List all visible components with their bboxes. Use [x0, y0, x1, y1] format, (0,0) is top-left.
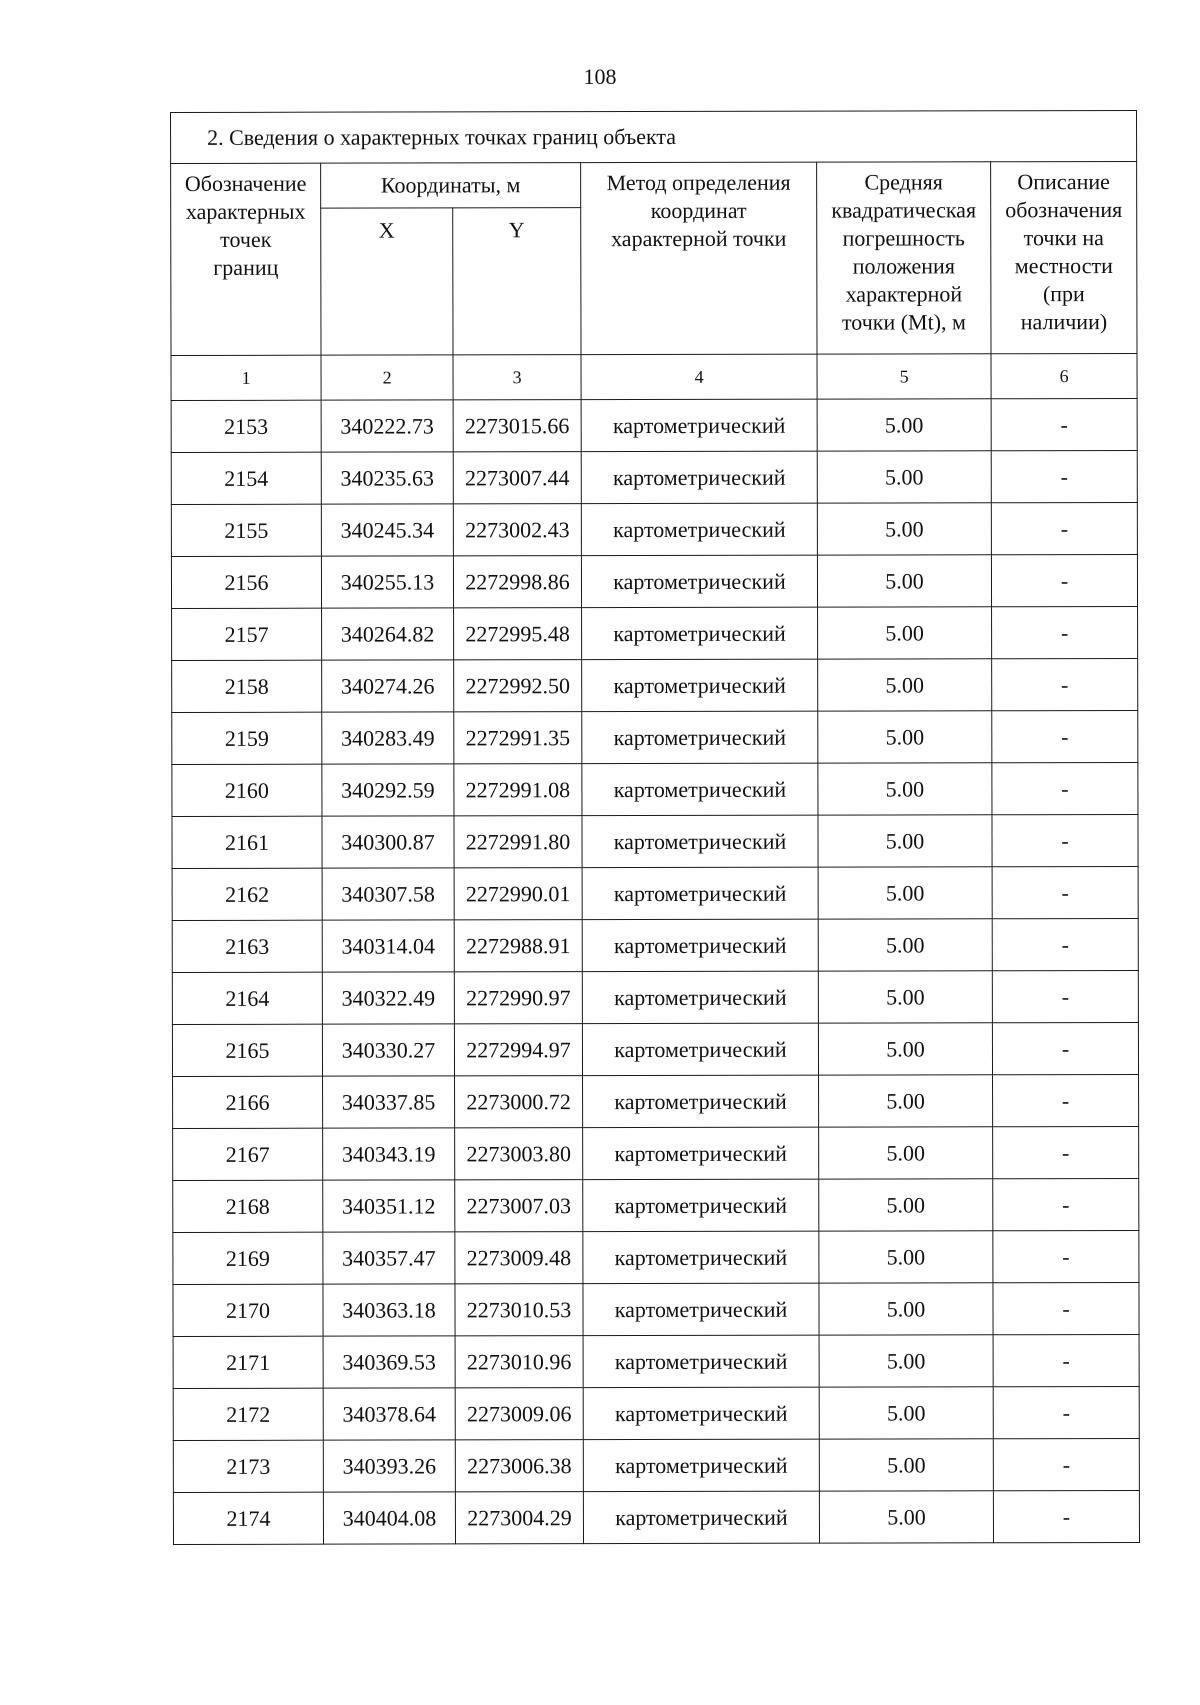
description-cell: - — [993, 1178, 1139, 1230]
x-coordinate-cell: 340351.12 — [323, 1180, 455, 1232]
y-coordinate-cell: 2272998.86 — [453, 556, 581, 608]
x-coordinate-cell: 340314.04 — [322, 920, 454, 972]
error-cell: 5.00 — [819, 1075, 993, 1127]
point-id-cell: 2172 — [173, 1388, 323, 1440]
y-coordinate-cell: 2272991.80 — [454, 816, 582, 868]
description-cell: - — [993, 1386, 1139, 1438]
header-error-line: погрешность — [842, 225, 965, 251]
x-coordinate-cell: 340369.53 — [323, 1336, 455, 1388]
x-coordinate-cell: 340222.73 — [321, 400, 453, 452]
method-cell: картометрический — [582, 971, 818, 1023]
header-description-line: местности — [1014, 253, 1113, 279]
table-row — [172, 970, 1138, 1024]
point-id-cell: 2153 — [171, 400, 321, 452]
header-method-line: характерной точки — [611, 225, 787, 252]
header-description-line: Описание — [1017, 169, 1110, 195]
point-id-cell: 2168 — [173, 1180, 323, 1232]
y-coordinate-cell: 2272992.50 — [454, 660, 582, 712]
error-cell: 5.00 — [819, 1335, 993, 1387]
method-cell: картометрический — [582, 659, 818, 711]
error-cell: 5.00 — [818, 1023, 992, 1075]
header-designation-line: характерных — [185, 198, 306, 224]
table-row — [173, 1178, 1139, 1232]
method-cell: картометрический — [583, 1283, 819, 1335]
table-row — [172, 1022, 1138, 1076]
header-designation-line: точек — [220, 226, 272, 252]
method-cell: картометрический — [582, 711, 818, 763]
error-cell: 5.00 — [818, 763, 992, 815]
error-cell: 5.00 — [819, 1439, 993, 1491]
method-cell: картометрический — [582, 815, 818, 867]
method-cell: картометрический — [582, 763, 818, 815]
description-cell: - — [992, 918, 1138, 970]
x-coordinate-cell: 340235.63 — [321, 452, 453, 504]
method-cell: картометрический — [582, 919, 818, 971]
method-cell: картометрический — [582, 1023, 818, 1075]
point-id-cell: 2169 — [173, 1232, 323, 1284]
description-cell: - — [993, 1074, 1139, 1126]
description-cell: - — [993, 1490, 1139, 1542]
header-error — [817, 162, 991, 354]
table-row — [172, 658, 1138, 712]
point-id-cell: 2173 — [173, 1440, 323, 1492]
description-cell: - — [991, 554, 1137, 606]
error-cell: 5.00 — [818, 607, 992, 659]
error-cell: 5.00 — [818, 867, 992, 919]
description-cell: - — [991, 502, 1137, 554]
table-row — [173, 1334, 1139, 1388]
point-id-cell: 2154 — [171, 452, 321, 504]
header-error-line: Средняя — [864, 169, 943, 195]
error-cell: 5.00 — [819, 1127, 993, 1179]
header-x: X — [321, 208, 453, 355]
y-coordinate-cell: 2273004.29 — [455, 1492, 583, 1544]
error-cell: 5.00 — [817, 399, 991, 451]
x-coordinate-cell: 340264.82 — [322, 608, 454, 660]
column-number: 5 — [817, 354, 991, 399]
table-row — [171, 398, 1137, 452]
table-row — [173, 1490, 1139, 1544]
header-method — [581, 162, 817, 354]
method-cell: картометрический — [583, 1179, 819, 1231]
y-coordinate-cell: 2273010.96 — [455, 1336, 583, 1388]
method-cell: картометрический — [582, 607, 818, 659]
point-id-cell: 2174 — [173, 1492, 323, 1544]
method-cell: картометрический — [583, 1075, 819, 1127]
table-row — [173, 1386, 1139, 1440]
header-method-line: Метод определения — [606, 169, 791, 196]
y-coordinate-cell: 2272994.97 — [454, 1024, 582, 1076]
description-cell: - — [992, 814, 1138, 866]
column-number: 3 — [453, 355, 581, 400]
table-row — [172, 762, 1138, 816]
x-coordinate-cell: 340245.34 — [321, 504, 453, 556]
x-coordinate-cell: 340330.27 — [322, 1024, 454, 1076]
y-coordinate-cell: 2273006.38 — [455, 1440, 583, 1492]
x-coordinate-cell: 340363.18 — [323, 1284, 455, 1336]
x-coordinate-cell: 340378.64 — [323, 1388, 455, 1440]
y-coordinate-cell: 2273007.03 — [455, 1180, 583, 1232]
table-row — [172, 606, 1138, 660]
error-cell: 5.00 — [819, 1387, 993, 1439]
error-cell: 5.00 — [818, 711, 992, 763]
method-cell: картометрический — [581, 399, 817, 451]
table-row — [173, 1282, 1139, 1336]
header-description-line: (при — [1042, 281, 1085, 307]
y-coordinate-cell: 2272991.35 — [454, 712, 582, 764]
table-row — [173, 1438, 1139, 1492]
x-coordinate-cell: 340274.26 — [322, 660, 454, 712]
description-cell: - — [993, 1282, 1139, 1334]
description-cell: - — [992, 1022, 1138, 1074]
description-cell: - — [992, 658, 1138, 710]
description-cell: - — [992, 970, 1138, 1022]
header-row — [171, 161, 1137, 208]
header-coordinates: Координаты, м — [321, 163, 581, 209]
point-id-cell: 2163 — [172, 920, 322, 972]
description-cell: - — [992, 762, 1138, 814]
header-method-line: координат — [650, 197, 747, 223]
method-cell: картометрический — [583, 1127, 819, 1179]
description-cell: - — [993, 1438, 1139, 1490]
method-cell: картометрический — [582, 867, 818, 919]
point-id-cell: 2159 — [172, 712, 322, 764]
error-cell: 5.00 — [817, 451, 991, 503]
header-error-line: характерной — [845, 281, 963, 307]
method-cell: картометрический — [583, 1491, 819, 1543]
description-cell: - — [993, 1230, 1139, 1282]
table-row — [172, 866, 1138, 920]
table-row — [172, 710, 1138, 764]
point-id-cell: 2156 — [171, 556, 321, 608]
column-number: 4 — [581, 354, 817, 399]
description-cell: - — [993, 1126, 1139, 1178]
description-cell: - — [992, 866, 1138, 918]
y-coordinate-cell: 2273007.44 — [453, 452, 581, 504]
method-cell: картометрический — [583, 1439, 819, 1491]
y-coordinate-cell: 2272988.91 — [454, 920, 582, 972]
error-cell: 5.00 — [819, 1491, 993, 1543]
y-coordinate-cell: 2273009.48 — [455, 1232, 583, 1284]
y-coordinate-cell: 2272990.01 — [454, 868, 582, 920]
description-cell: - — [991, 450, 1137, 502]
error-cell: 5.00 — [818, 815, 992, 867]
point-id-cell: 2160 — [172, 764, 322, 816]
column-number: 6 — [991, 353, 1137, 398]
header-description-line: точки на — [1023, 225, 1104, 251]
method-cell: картометрический — [583, 1387, 819, 1439]
header-description-line: наличии) — [1020, 309, 1108, 335]
table-row — [171, 450, 1137, 504]
error-cell: 5.00 — [819, 1283, 993, 1335]
x-coordinate-cell: 340393.26 — [323, 1440, 455, 1492]
error-cell: 5.00 — [817, 503, 991, 555]
page-number: 108 — [583, 64, 617, 89]
section-title: 2. Сведения о характерных точках границ объекта — [171, 110, 1137, 163]
x-coordinate-cell: 340343.19 — [323, 1128, 455, 1180]
x-coordinate-cell: 340337.85 — [323, 1076, 455, 1128]
error-cell: 5.00 — [818, 919, 992, 971]
method-cell: картометрический — [583, 1335, 819, 1387]
y-coordinate-cell: 2273009.06 — [455, 1388, 583, 1440]
point-id-cell: 2158 — [172, 660, 322, 712]
table-row — [172, 814, 1138, 868]
table-row — [172, 918, 1138, 972]
description-cell: - — [992, 710, 1138, 762]
point-id-cell: 2164 — [172, 972, 322, 1024]
point-id-cell: 2167 — [173, 1128, 323, 1180]
table-row — [173, 1074, 1139, 1128]
header-error-line: положения — [852, 253, 955, 279]
point-id-cell: 2161 — [172, 816, 322, 868]
header-designation — [171, 163, 321, 355]
header-designation-line: Обозначение — [184, 170, 307, 196]
method-cell: картометрический — [583, 1231, 819, 1283]
table-body — [171, 110, 1140, 1544]
header-description-line: обозначения — [1005, 197, 1123, 223]
column-number: 1 — [171, 355, 321, 400]
point-id-cell: 2166 — [173, 1076, 323, 1128]
header-description — [991, 161, 1137, 353]
point-id-cell: 2157 — [172, 608, 322, 660]
error-cell: 5.00 — [819, 1231, 993, 1283]
y-coordinate-cell: 2273015.66 — [453, 400, 581, 452]
table-row — [171, 502, 1137, 556]
table-row — [173, 1126, 1139, 1180]
point-id-cell: 2171 — [173, 1336, 323, 1388]
point-id-cell: 2155 — [171, 504, 321, 556]
point-id-cell: 2165 — [172, 1024, 322, 1076]
x-coordinate-cell: 340300.87 — [322, 816, 454, 868]
y-coordinate-cell: 2272995.48 — [454, 608, 582, 660]
y-coordinate-cell: 2273003.80 — [455, 1128, 583, 1180]
header-error-line: точки (Mt), м — [841, 309, 966, 335]
y-coordinate-cell: 2273010.53 — [455, 1284, 583, 1336]
error-cell: 5.00 — [817, 555, 991, 607]
x-coordinate-cell: 340292.59 — [322, 764, 454, 816]
table-row — [171, 554, 1137, 608]
x-coordinate-cell: 340404.08 — [323, 1492, 455, 1544]
y-coordinate-cell: 2273002.43 — [453, 504, 581, 556]
method-cell: картометрический — [581, 555, 817, 607]
x-coordinate-cell: 340283.49 — [322, 712, 454, 764]
table-row — [173, 1230, 1139, 1284]
point-id-cell: 2162 — [172, 868, 322, 920]
error-cell: 5.00 — [818, 971, 992, 1023]
header-error-line: квадратическая — [831, 197, 977, 223]
x-coordinate-cell: 340255.13 — [321, 556, 453, 608]
x-coordinate-cell: 340322.49 — [322, 972, 454, 1024]
description-cell: - — [992, 606, 1138, 658]
description-cell: - — [993, 1334, 1139, 1386]
header-y: Y — [453, 208, 581, 355]
y-coordinate-cell: 2272991.08 — [454, 764, 582, 816]
boundary-points-table — [170, 110, 1140, 1545]
section-title-row — [171, 110, 1137, 163]
description-cell: - — [991, 398, 1137, 450]
x-coordinate-cell: 340357.47 — [323, 1232, 455, 1284]
error-cell: 5.00 — [819, 1179, 993, 1231]
y-coordinate-cell: 2272990.97 — [454, 972, 582, 1024]
error-cell: 5.00 — [818, 659, 992, 711]
method-cell: картометрический — [581, 451, 817, 503]
method-cell: картометрический — [581, 503, 817, 555]
x-coordinate-cell: 340307.58 — [322, 868, 454, 920]
column-number-row — [171, 353, 1137, 400]
header-designation-line: границ — [213, 254, 279, 280]
y-coordinate-cell: 2273000.72 — [455, 1076, 583, 1128]
column-number: 2 — [321, 355, 453, 400]
point-id-cell: 2170 — [173, 1284, 323, 1336]
